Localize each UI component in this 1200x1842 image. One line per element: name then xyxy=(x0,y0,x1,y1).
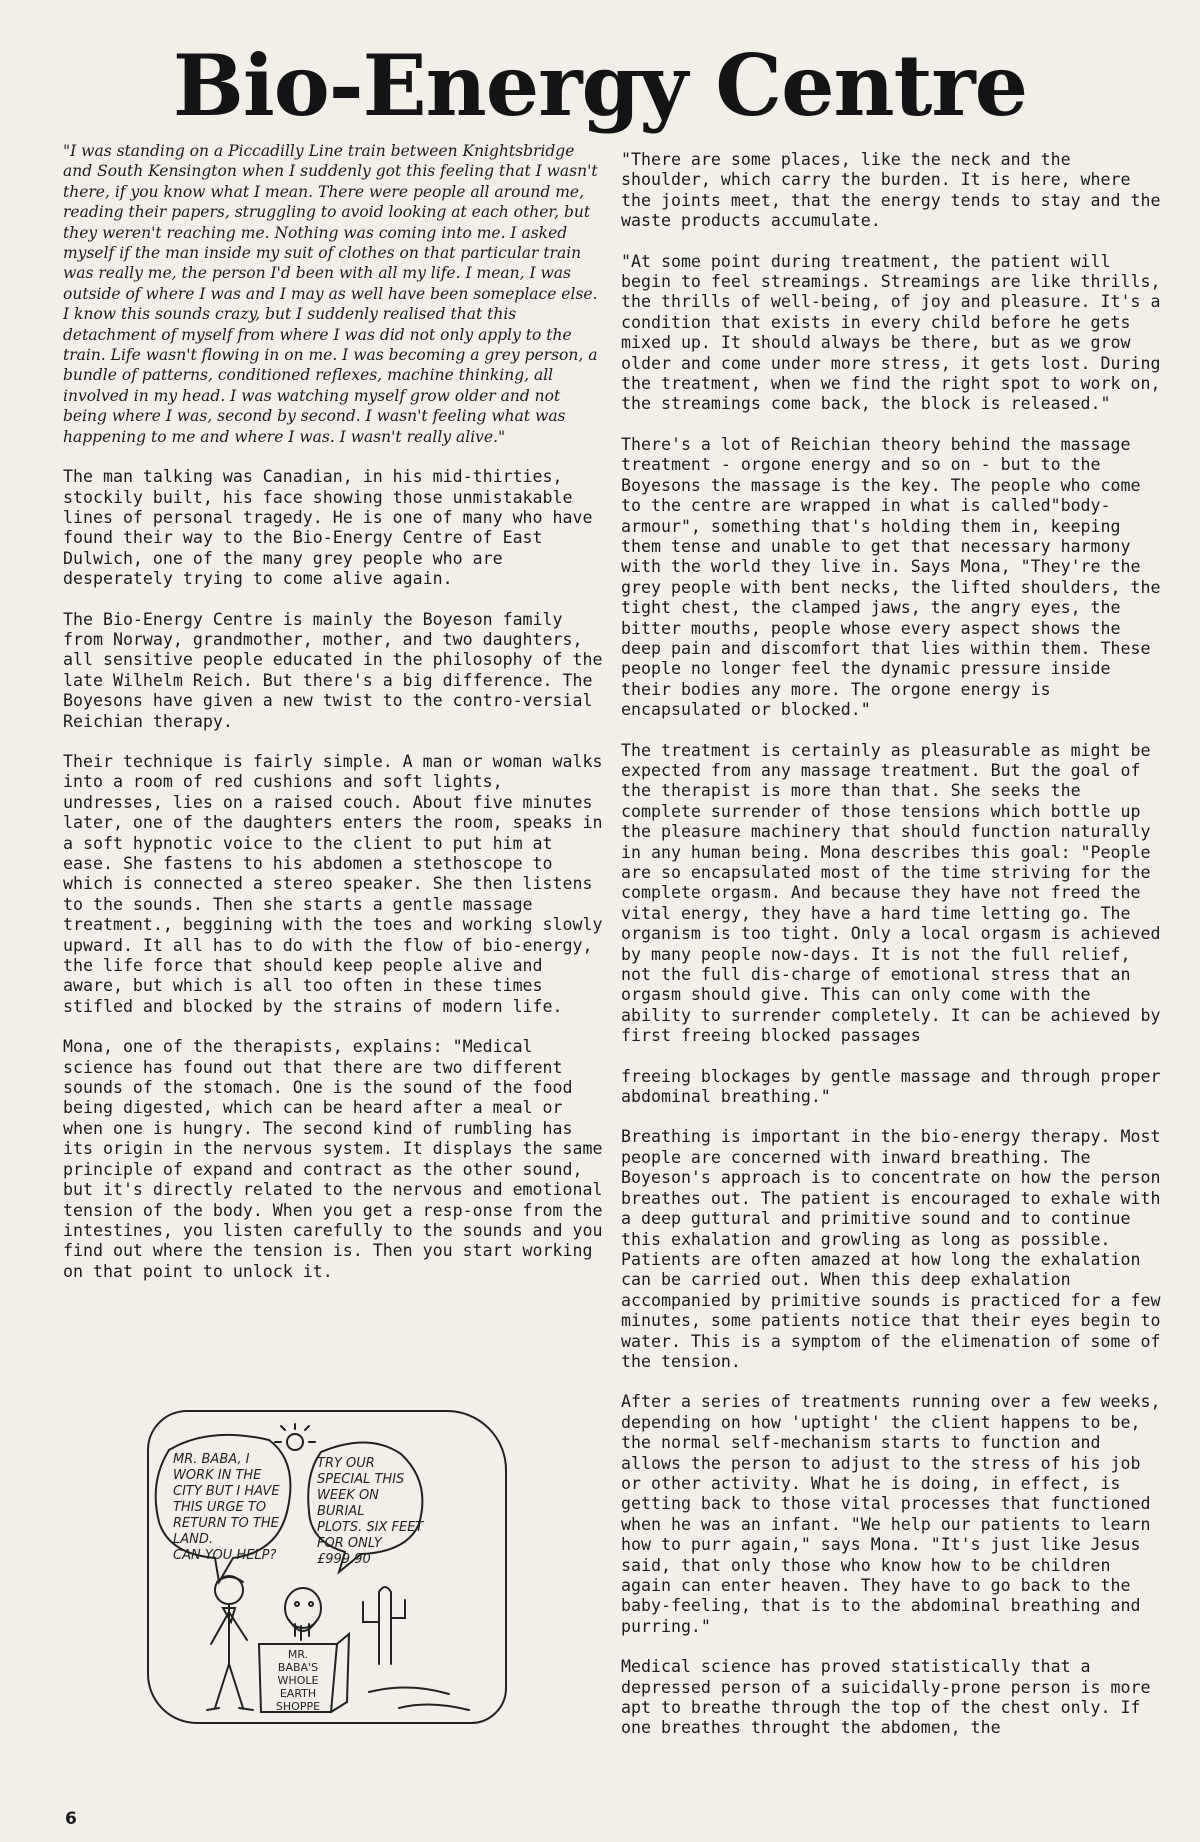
right-column xyxy=(621,150,1161,1759)
paragraph: After a series of treatments running over a few weeks, depending on how 'uptight' the client happens to be, the normal self-mechanism starts to function and allows the person to adjust to the stress of his job or other activity. What he is doing, in effect, is getting back to those vital processes that functioned when he was an infant. "We help our patients to learn how to purr again," says Mona. "It's just like Jesus said, that only those who know how to be children again can enter heaven. They have to go back to the baby-feeling, that is to the abdominal breathing and purring." xyxy=(621,1392,1161,1636)
speech-text-left: MR. BABA, I WORK IN THE CITY BUT I HAVE THIS URGE TO RETURN TO THE LAND. CAN YOU HELP? xyxy=(173,1452,280,1563)
paragraph: "There are some places, like the neck and the shoulder, which carry the burden. It is here, where the joints meet, that the energy tends to stay and the waste products accumulate. xyxy=(621,150,1161,231)
article-title: Bio-Energy Centre xyxy=(172,36,1028,135)
paragraph: Medical science has proved statistically that a depressed person of a suicidally-prone person is more apt to breathe through the top of the chest only. If one breathes throught the abdomen, the xyxy=(621,1657,1151,1738)
cactus-icon xyxy=(363,1587,405,1664)
paragraph: Their technique is fairly simple. A man or woman walks into a room of red cushions and soft lights, undresses, lies on a raised couch. About five minutes later, one of the daughters enters the room, speaks in a soft hypnotic voice to the client to put him at ease. She fastens to his abdomen a stethoscope to which is connected a stereo speaker. She then listens to the sounds. Then she starts a gentle massage treatment., beggining with the toes and working slowly upward. It all has to do with the flow of bio-energy, the life force that should keep people alive and aware, but which is all too often in these times stifled and blocked by the strains of modern life. xyxy=(63,751,603,1016)
paragraph: Breathing is important in the bio-energy therapy. Most people are concerned with inward breathing. The Boyeson's approach is to concentrate on how the person breathes out. The patient is encouraged to exhale with a deep guttural and primitive sound and to continue this exhalation and growling as long as possible. Patients are often amazed at how long the exhalation can be carried out. When this deep exhalation accompanied by primitive sounds is practiced for a few minutes, some patients notice that their eyes begin to water. This is a symptom of the elimenation of some of the tension. xyxy=(621,1127,1161,1371)
shop-sign: MR. BABA'S WHOLE EARTH SHOPPE xyxy=(275,1648,321,1713)
paragraph: The Bio-Energy Centre is mainly the Boyeson family from Norway, grandmother, mother, and two daughters, all sensitive people educated in the philosophy of the late Wilhelm Reich. But there's a big difference. The Boyesons have given a new twist to the contro-versial Reichian therapy. xyxy=(63,609,603,731)
paragraph: freeing blockages by gentle massage and through proper abdominal breathing." xyxy=(621,1066,1161,1107)
paragraph: The treatment is certainly as pleasurable as might be expected from any massage treatment. But the goal of the therapist is more than that. She seeks the complete surrender of those tensions which bottle up the pleasure machinery that should function naturally in any human being. Mona describes this goal: "People are so encapsulated most of the time striving for the complete orgasm. And because they have not freed the vital energy, they have a hard time letting go. The organism is too tight. Only a local orgasm is achieved by many people now-days. It is not the full relief, not the full dis-charge of emotional stress that an orgasm should give. This can only come with the ability to surrender completely. It can be achieved by first freeing blocked passages xyxy=(621,740,1161,1046)
left-column xyxy=(63,141,603,1302)
speech-text-right: TRY OUR SPECIAL THIS WEEK ON BURIAL PLOTS. SIX FEET FOR ONLY £999.90 xyxy=(317,1456,424,1567)
sun-icon xyxy=(287,1434,303,1450)
customer-figure xyxy=(207,1576,253,1710)
cartoon-illustration xyxy=(147,1410,507,1724)
paragraph: The man talking was Canadian, in his mid-thirties, stockily built, his face showing those unmistakable lines of personal tragedy. He is one of many who have found their way to the Bio-Energy Centre of East Dulwich, one of the many grey people who are desperately trying to come alive again. xyxy=(63,467,593,589)
paragraph: There's a lot of Reichian theory behind the massage treatment - orgone energy and so on - but to the Boyesons the massage is the key. The people who come to the centre are wrapped in what is called"body-armour", something that's holding them in, keeping them tense and unable to get that necessary harmony with the world they live in. Says Mona, "They're the grey people with bent necks, the lifted shoulders, the tight chest, the clamped jaws, the angry eyes, the bitter mouths, people whose every aspect shows the deep pain and discomfort that lies within them. These people no longer feel the dynamic pressure inside their bodies any more. The orgone energy is encapsulated or blocked." xyxy=(621,434,1161,720)
shopkeeper-figure xyxy=(285,1588,321,1640)
intro-quote: "I was standing on a Piccadilly Line train between Knightsbridge and South Kensington when I suddenly got this feeling that I wasn't there, if you know what I mean. There were people all around me, reading their papers, struggling to avoid looking at each other, but they weren't reaching me. Nothing was coming into me. I asked myself if the man inside my suit of clothes on that particular train was really me, the person I'd been with all my life. I mean, I was outside of where I was and I may as well have been someplace else. I know this sounds crazy, but I suddenly realised that this detachment of myself from where I was did not only apply to the train. Life wasn't flowing in on me. I was becoming a grey person, a bundle of patterns, conditioned reflexes, machine thinking, all involved in my head. I was watching myself grow older and not being where I was, second by second. I wasn't feeling what was happening to me and where I was. I wasn't really alive." xyxy=(63,142,598,446)
paragraph: "At some point during treatment, the patient will begin to feel streamings. Streamings are like thrills, the thrills of well-being, of joy and pleasure. It's a condition that exists in every child before he gets mixed up. It should always be there, but as we grow older and come under more stress, it gets lost. During the treatment, when we find the right spot to work on, the streamings come back, the block is released." xyxy=(621,251,1161,414)
paragraph: Mona, one of the therapists, explains: "Medical science has found out that there are two different sounds of the stomach. One is the sound of the food being digested, which can be heard after a meal or when one is hungry. The second kind of rumbling has its origin in the nervous system. It displays the same principle of expand and contract as the other sound, but it's directly related to the nervous and emotional tension of the body. When you get a resp-onse from the intestines, you listen carefully to the sounds and you find out where the tension is. Then you start working on that point to unlock it. xyxy=(63,1037,603,1281)
page-number: 6 xyxy=(65,1809,77,1829)
